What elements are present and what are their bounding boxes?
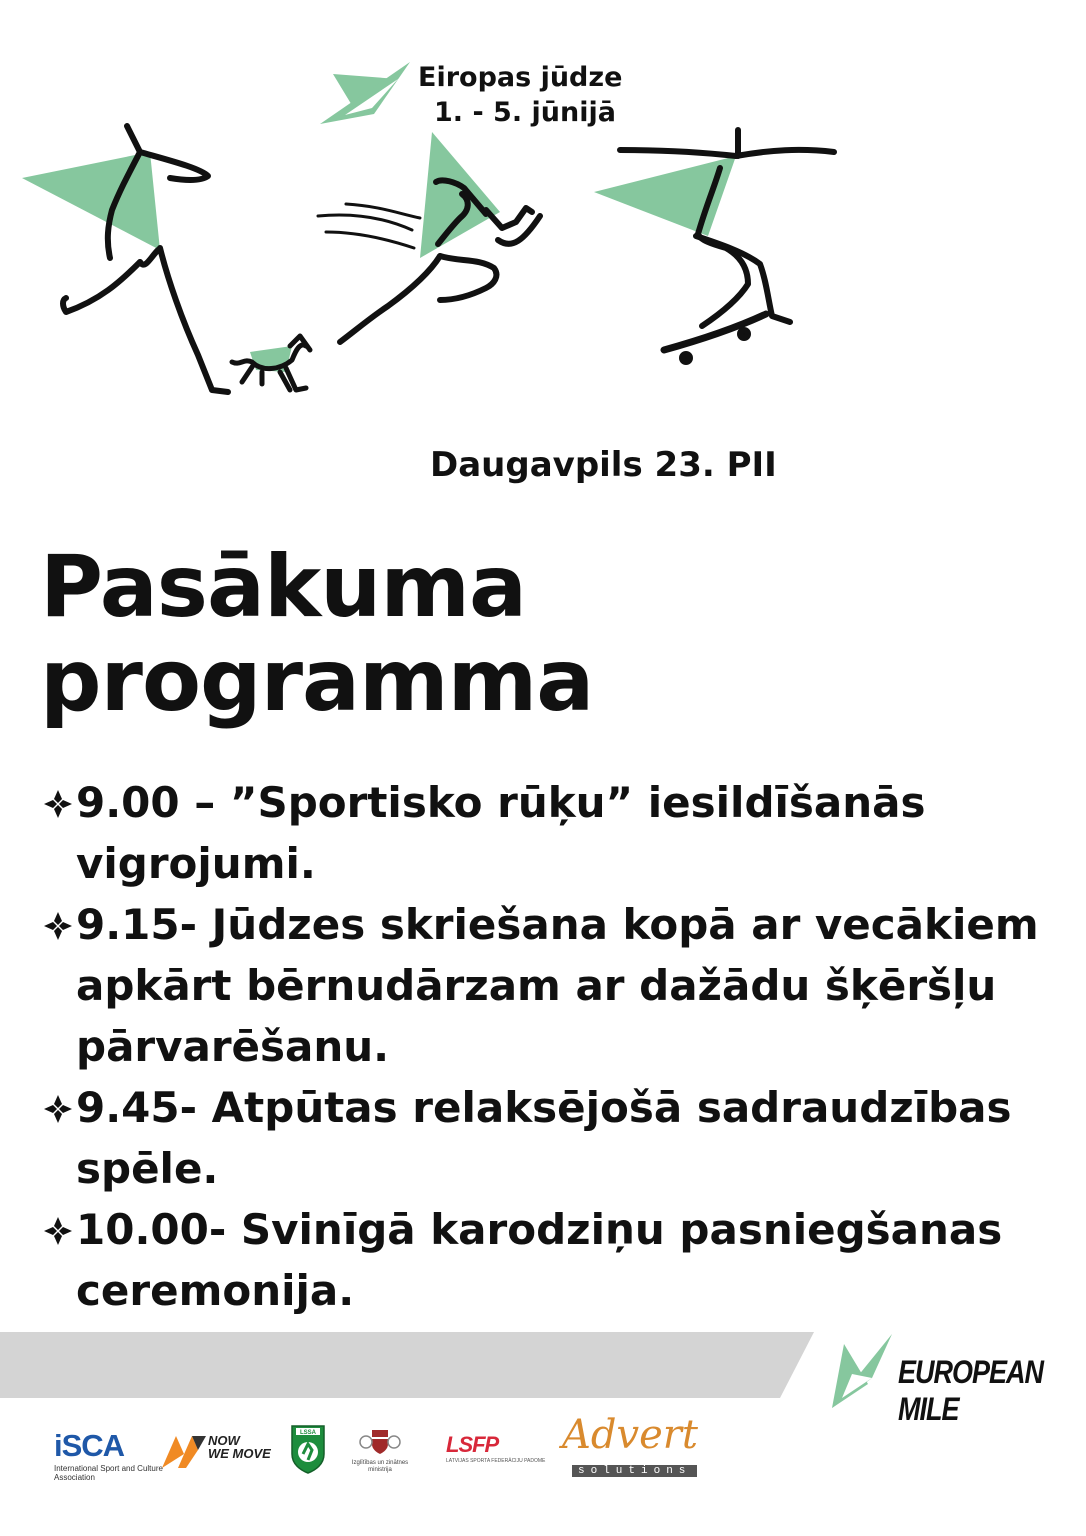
program-item (40, 1199, 1040, 1321)
now-we-move-logo (162, 1434, 206, 1474)
program-item-text: 9.15- Jūdzes skriešana kopā ar vecākiem apkārt bērnudārzam ar dažādu šķēršļu pārvarēšanu. (76, 900, 1039, 1071)
program-item (40, 772, 1040, 894)
lsfp-logo-subtitle: LATVIJAS SPORTA FEDERĀCIJU PADOME (446, 1458, 546, 1464)
page-title-line1: Pasākuma (40, 537, 527, 637)
now-we-move-line1: NOW (208, 1433, 240, 1448)
ministry-logo (350, 1426, 410, 1474)
lsfp-logo (446, 1432, 545, 1464)
page-title (40, 537, 840, 731)
isca-logo (54, 1428, 164, 1482)
advert-solutions-text: solutions (572, 1465, 697, 1477)
running-figure (318, 132, 540, 342)
lssa-shield-icon (290, 1424, 326, 1474)
lssa-logo (290, 1424, 326, 1478)
venue-label: Daugavpils 23. PII (430, 445, 777, 485)
program-item-text: 10.00- Svinīgā karodziņu pasniegšanas ceremonija. (76, 1205, 1003, 1315)
isca-logo-subtitle: International Sport and Culture Association (54, 1464, 163, 1482)
ministry-coat-of-arms-icon (350, 1426, 410, 1456)
event-title-line2: 1. - 5. jūnijā (434, 97, 616, 128)
event-title (418, 60, 658, 130)
program-item (40, 1077, 1040, 1199)
advert-logo (562, 1412, 698, 1477)
sponsor-logos (50, 1412, 730, 1510)
walking-figure (22, 126, 228, 392)
advert-solutions (572, 1458, 698, 1477)
brand-name: EUROPEAN MILE (898, 1354, 1044, 1428)
lssa-label: LSSA (299, 1430, 317, 1436)
program-item-text: 9.00 – ”Sportisko rūķu” iesildīšanās vigrojumi. (76, 778, 926, 888)
ministry-label: Izglītības un zinātnes ministrija (351, 1460, 409, 1473)
program-list (40, 772, 1040, 1321)
event-title-line1: Eiropas jūdze (418, 62, 623, 93)
mile-logo-icon (320, 62, 410, 124)
page-title-line2: programma (40, 631, 594, 731)
diamond-bullet-icon (40, 786, 76, 822)
program-item-text: 9.45- Atpūtas relaksējošā sadraudzības spēle. (76, 1083, 1012, 1193)
dog-figure (232, 336, 310, 390)
diamond-bullet-icon (40, 1091, 76, 1127)
lsfp-logo-text: LSFP (446, 1432, 499, 1457)
isca-logo-text: iSCA (54, 1428, 125, 1463)
diamond-bullet-icon (40, 908, 76, 944)
now-we-move-line2: WE MOVE (208, 1446, 271, 1461)
program-item (40, 894, 1040, 1077)
diamond-bullet-icon (40, 1213, 76, 1249)
now-we-move-icon (162, 1434, 206, 1470)
skateboard-figure (594, 130, 834, 362)
now-we-move-text (208, 1434, 271, 1460)
advert-logo-text: Advert (562, 1412, 698, 1458)
